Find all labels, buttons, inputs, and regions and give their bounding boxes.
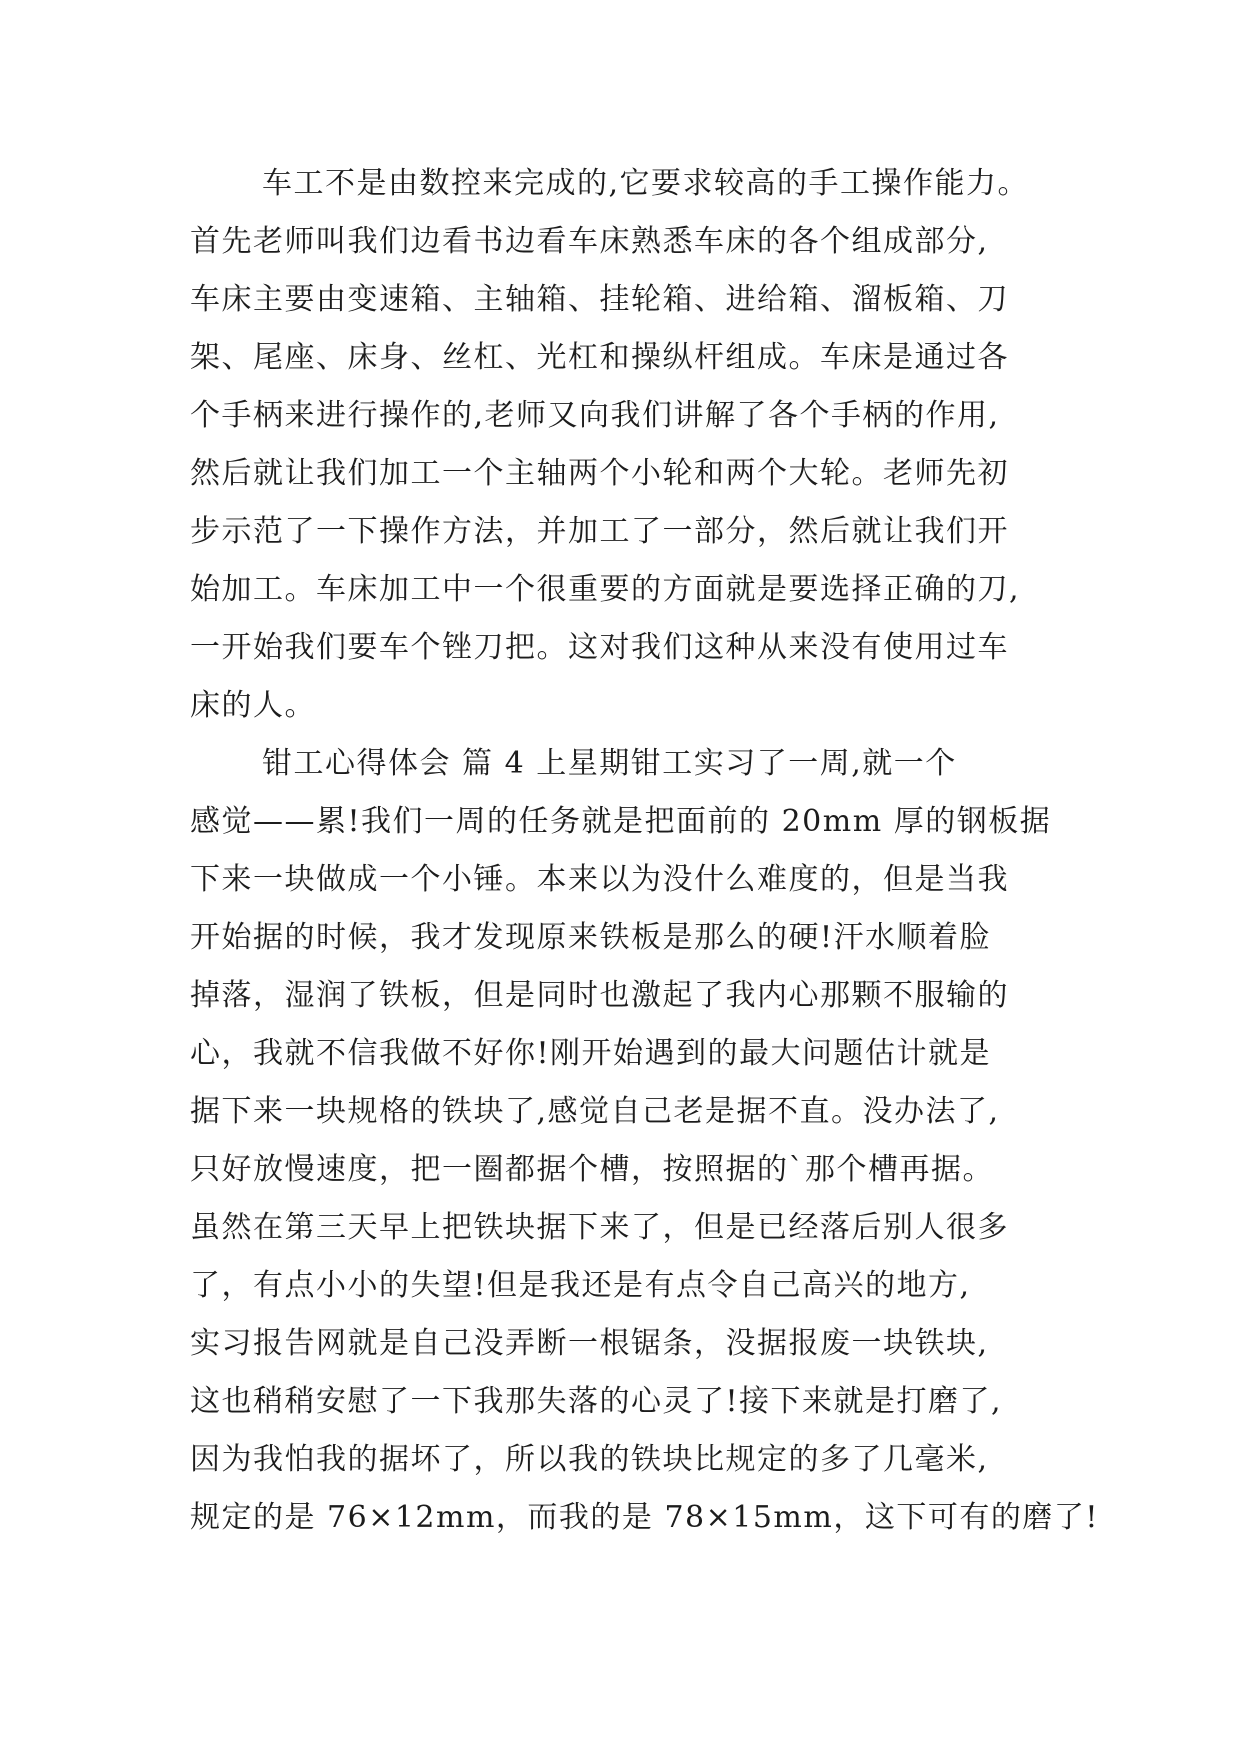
paragraph-line: 车床主要由变速箱、主轴箱、挂轮箱、进给箱、溜板箱、刀 <box>190 282 1009 317</box>
paragraph-line: 下来一块做成一个小锤。本来以为没什么难度的，但是当我 <box>190 862 1009 897</box>
paragraph-line: 心，我就不信我做不好你!刚开始遇到的最大问题估计就是 <box>190 1036 992 1071</box>
paragraph-line: 感觉——累!我们一周的任务就是把面前的 20mm 厚的钢板据 <box>190 804 1052 839</box>
paragraph-line: 开始据的时候，我才发现原来铁板是那么的硬!汗水顺着脸 <box>190 920 992 955</box>
paragraph-line: 首先老师叫我们边看书边看车床熟悉车床的各个组成部分, <box>190 224 989 259</box>
paragraph-line: 床的人。 <box>190 688 316 723</box>
paragraph-line: 只好放慢速度，把一圈都据个槽，按照据的`那个槽再据。 <box>190 1152 994 1187</box>
paragraph-line: 车工不是由数控来完成的,它要求较高的手工操作能力。 <box>262 166 1030 201</box>
paragraph-line: 一开始我们要车个锉刀把。这对我们这种从来没有使用过车 <box>190 630 1009 665</box>
paragraph-line: 个手柄来进行操作的,老师又向我们讲解了各个手柄的作用, <box>190 398 1000 433</box>
paragraph-line: 这也稍稍安慰了一下我那失落的心灵了!接下来就是打磨了, <box>190 1384 1003 1419</box>
paragraph-line: 架、尾座、床身、丝杠、光杠和操纵杆组成。车床是通过各 <box>190 340 1009 375</box>
paragraph-line: 虽然在第三天早上把铁块据下来了，但是已经落后别人很多 <box>190 1210 1009 1245</box>
paragraph-line: 始加工。车床加工中一个很重要的方面就是要选择正确的刀, <box>190 572 1021 607</box>
paragraph-line: 然后就让我们加工一个主轴两个小轮和两个大轮。老师先初 <box>190 456 1009 491</box>
paragraph-line: 掉落，湿润了铁板，但是同时也激起了我内心那颗不服输的 <box>190 978 1009 1013</box>
paragraph-line: 了，有点小小的失望!但是我还是有点令自己高兴的地方, <box>190 1268 971 1303</box>
section-heading-line: 钳工心得体会 篇 4 上星期钳工实习了一周,就一个 <box>262 746 957 781</box>
paragraph-line: 步示范了一下操作方法，并加工了一部分，然后就让我们开 <box>190 514 1009 549</box>
paragraph-line: 因为我怕我的据坏了，所以我的铁块比规定的多了几毫米, <box>190 1442 989 1477</box>
paragraph-line: 实习报告网就是自己没弄断一根锯条，没据报废一块铁块, <box>190 1326 989 1361</box>
paragraph-line: 规定的是 76×12mm，而我的是 78×15mm，这下可有的磨了! <box>190 1500 1099 1535</box>
paragraph-line: 据下来一块规格的铁块了,感觉自己老是据不直。没办法了, <box>190 1094 1000 1129</box>
document-body <box>190 155 1099 1547</box>
